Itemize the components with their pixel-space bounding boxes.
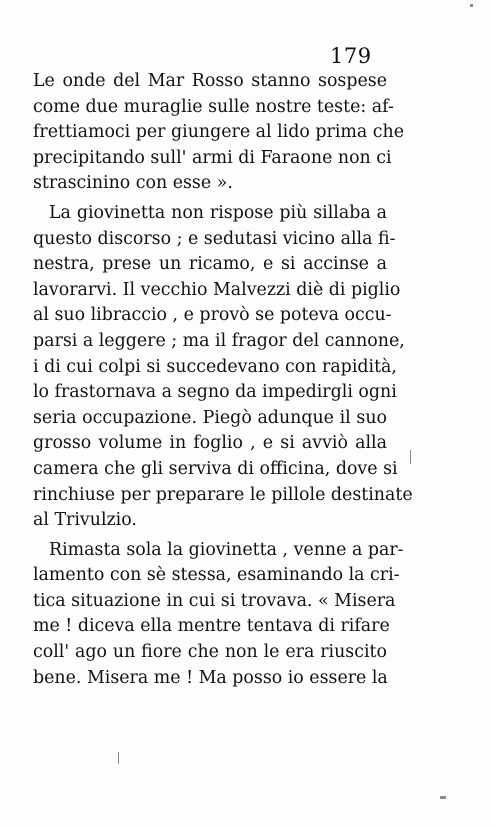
text-line: rinchiuse per preparare le pillole destinate (33, 484, 413, 505)
text-line: camera che gli serviva di officina, dove si (33, 458, 398, 479)
scan-speck (118, 752, 119, 764)
text-line: come due muraglie sulle nostre teste: af- (33, 96, 394, 117)
scan-speck (440, 796, 446, 799)
text-line: lo frastornava a segno da impedirgli ogni (33, 382, 397, 403)
text-line: lamento con sè stessa, esaminando la cri- (33, 565, 400, 586)
text-line: al suo libraccio , e provò se poteva occu- (33, 305, 392, 326)
text-line: coll' ago un fiore che non le era riuscito (33, 642, 387, 663)
text-line: grosso volume in foglio , e si avviò alla (33, 433, 387, 454)
text-line: nestra, prese un ricamo, e si accinse a (33, 254, 387, 275)
text-line: Rimasta sola la giovinetta , venne a par- (49, 539, 404, 560)
scan-speck (410, 450, 411, 464)
text-line: questo discorso ; e sedutasi vicino alla fi- (33, 228, 396, 249)
page-number: 179 (330, 44, 372, 68)
text-line: i di cui colpi si succedevano con rapidità, (33, 356, 397, 377)
text-line: bene. Misera me ! Ma posso io essere la (33, 667, 388, 688)
text-line: tica situazione in cui si trovava. « Misera (33, 590, 396, 611)
text-line: strascinino con esse ». (33, 173, 233, 194)
text-line: precipitando sull' armi di Faraone non ci (33, 147, 392, 168)
text-line: frettiamoci per giungere al lido prima che (33, 122, 404, 143)
text-line: parsi a leggere ; ma il fragor del cannone, (33, 330, 405, 351)
text-line: me ! diceva ella mentre tentava di rifare (33, 616, 390, 637)
scan-speck (470, 4, 473, 7)
text-line: seria occupazione. Piegò adunque il suo (33, 407, 387, 428)
text-line: La giovinetta non rispose più sillaba a (49, 202, 387, 223)
text-line: al Trivulzio. (33, 510, 137, 531)
body-text (33, 69, 413, 691)
text-line: lavorarvi. Il vecchio Malvezzi diè di piglio (33, 279, 401, 300)
text-line: Le onde del Mar Rosso stanno sospese (33, 71, 387, 91)
